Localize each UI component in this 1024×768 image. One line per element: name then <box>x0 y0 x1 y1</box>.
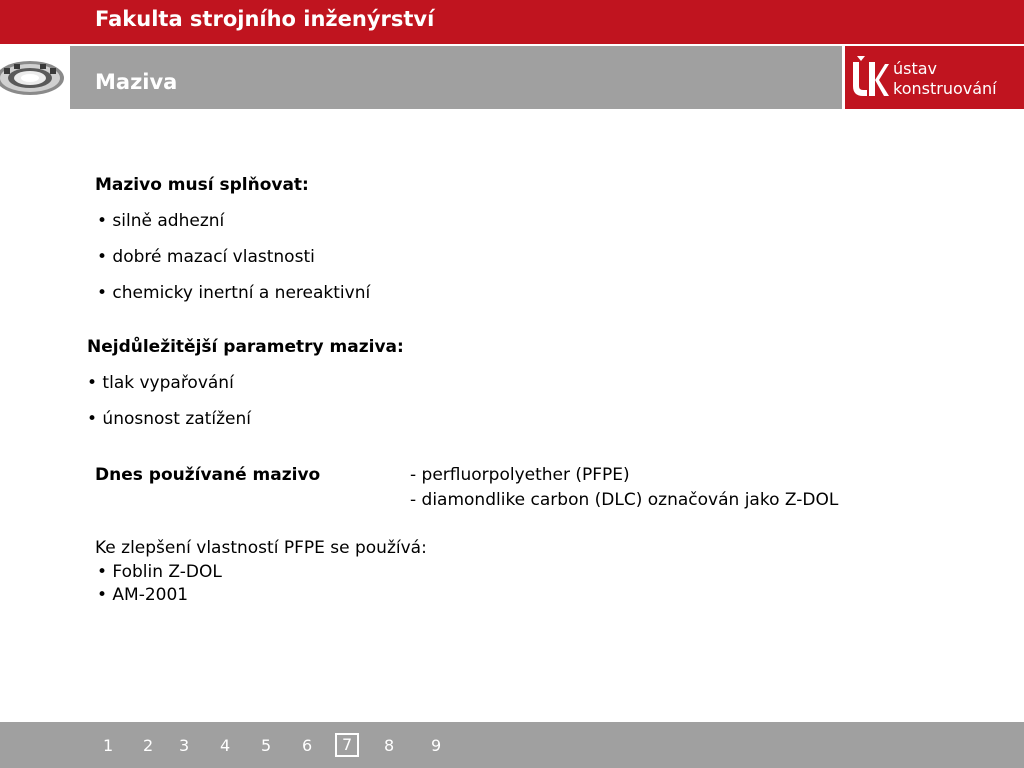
faculty-title: Fakulta strojního inženýrství <box>95 7 435 31</box>
page-link-4[interactable]: 4 <box>220 736 231 755</box>
block4-heading: Ke zlepšení vlastností PFPE se používá: <box>95 538 427 558</box>
page-link-8[interactable]: 8 <box>384 736 395 755</box>
block2-heading: Nejdůležitější parametry maziva: <box>87 337 404 357</box>
page-link-3[interactable]: 3 <box>179 736 190 755</box>
logo-line-2: konstruování <box>893 79 997 98</box>
block3-value: - perfluorpolyether (PFPE) <box>410 465 630 485</box>
block1-item: • silně adhezní <box>97 211 225 231</box>
header-bar <box>0 0 1024 44</box>
page-link-5[interactable]: 5 <box>261 736 272 755</box>
footer-bar <box>0 722 1024 768</box>
block2-item: • tlak vypařování <box>87 373 234 393</box>
page-link-7-current[interactable]: 7 <box>335 733 359 757</box>
logo-line-1: ústav <box>893 59 938 78</box>
page-link-6[interactable]: 6 <box>302 736 313 755</box>
block4-item: • AM-2001 <box>97 585 189 605</box>
block3-label: Dnes používané mazivo <box>95 465 321 485</box>
block1-item: • dobré mazací vlastnosti <box>97 247 315 267</box>
page-link-1[interactable]: 1 <box>103 736 114 755</box>
block2-item: • únosnost zatížení <box>87 409 251 429</box>
bearing-image <box>0 46 68 109</box>
uk-logo-icon <box>849 56 889 100</box>
page-link-9[interactable]: 9 <box>431 736 442 755</box>
block1-heading: Mazivo musí splňovat: <box>95 175 309 195</box>
block4-item: • Foblin Z-DOL <box>97 562 222 582</box>
block3-value: - diamondlike carbon (DLC) označován jako Z-DOL <box>410 490 839 510</box>
section-title: Maziva <box>95 70 178 94</box>
institute-logo <box>845 46 1024 109</box>
page-link-2[interactable]: 2 <box>143 736 154 755</box>
logo-text <box>893 59 997 99</box>
section-bar <box>70 46 842 109</box>
block1-item: • chemicky inertní a nereaktivní <box>97 283 371 303</box>
bearing-icon <box>0 46 68 109</box>
